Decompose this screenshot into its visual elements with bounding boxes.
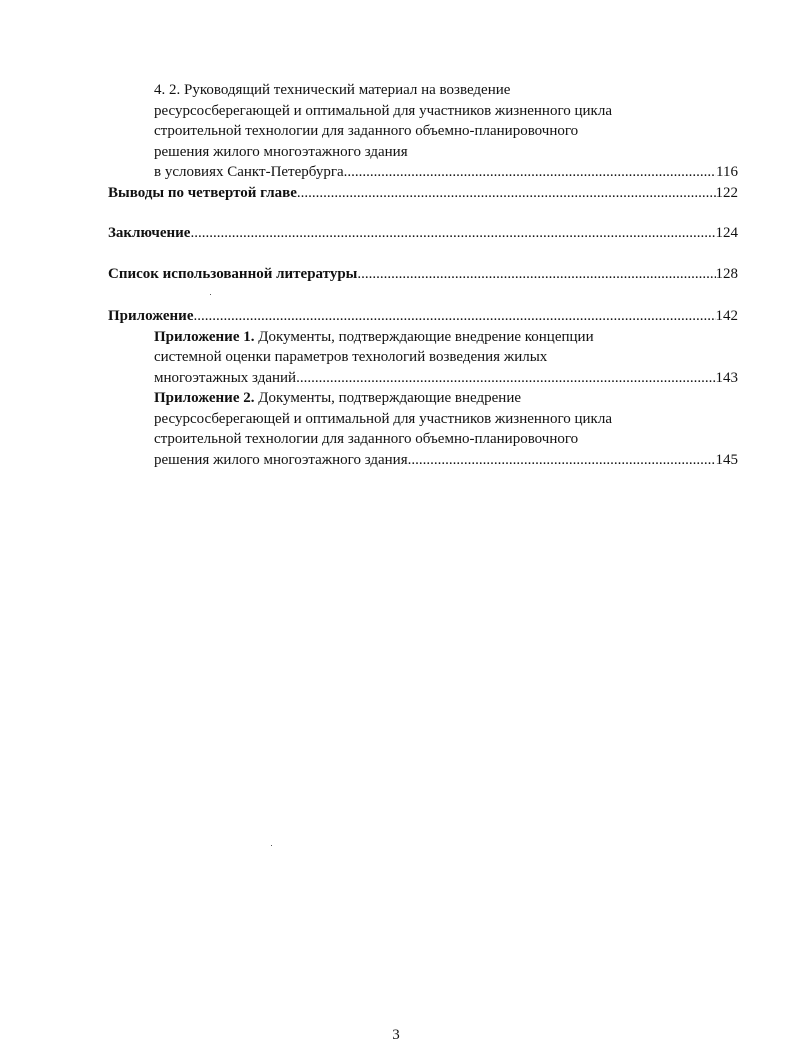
toc-entry-leader-line [154,368,738,389]
dot-leader [408,450,716,471]
toc-entry-references[interactable] [108,264,738,285]
toc-entry-leader-line [108,223,738,244]
toc-entry-conclusions-ch4[interactable] [108,183,738,204]
toc-entry-line: в условиях Санкт-Петербурга [154,164,344,180]
toc-entry-title: Приложение [108,308,194,324]
toc-entry-line: решения жилого многоэтажного здания [154,451,408,468]
page-number: 3 [392,1027,400,1043]
toc-entry-line: решения жилого многоэтажного здания [154,143,408,160]
toc-entry-line: ресурсосберегающей и оптимальной для участников жизненного цикла [154,410,612,427]
spacer [108,203,738,223]
toc-entry-appendix[interactable] [108,306,738,327]
toc-entry-line: ресурсосберегающей и оптимальной для участников жизненного цикла [154,102,612,119]
dot-leader [357,264,715,285]
toc-entry-line [154,327,738,348]
spacer [108,244,738,264]
toc-entry-line: системной оценки параметров технологий возведения жилых [154,349,548,365]
toc-entry-appendix-2[interactable] [108,388,738,470]
toc-entry-leader-line [154,162,738,183]
page-ref: 122 [715,184,738,201]
spacer [108,284,738,306]
page-ref: 145 [715,451,738,468]
toc-entry-appendix-1[interactable] [108,327,738,389]
toc-entry-title: Список использованной литературы [108,265,358,282]
toc-entry-conclusion[interactable] [108,223,738,244]
scan-speck [271,845,272,846]
dot-leader [297,183,716,204]
page-ref: 124 [715,225,738,241]
dot-leader [296,368,715,389]
appendix-label: Приложение 1. [154,328,255,345]
appendix-label: Приложение 2. [154,390,255,406]
dot-leader [344,162,716,183]
toc-entry-leader-line [108,264,738,285]
toc-entry-leader-line [108,183,738,204]
toc-entry-text: Документы, подтверждающие внедрение концепции [254,328,594,345]
toc-entry-line: многоэтажных зданий [154,369,297,386]
toc-entry-text: Документы, подтверждающие внедрение [254,390,522,406]
toc-entry-line [154,388,738,409]
page-ref: 142 [715,308,738,324]
toc-entry-leader-line [108,306,738,327]
dot-leader [190,223,715,244]
toc-entry-title: Выводы по четвертой главе [108,184,297,201]
page-ref: 143 [715,369,738,386]
dot-leader [193,306,715,327]
page-ref: 116 [716,164,738,180]
toc-entry-leader-line [154,450,738,471]
toc-entry-line: строительной технологии для заданного объемно-планировочного [154,431,579,447]
toc-entry-title: Заключение [108,225,191,241]
toc-entry-4-2[interactable] [108,80,738,183]
page-ref: 128 [715,265,738,282]
toc-entry-line: 4. 2. Руководящий технический материал на возведение [154,82,511,98]
toc-entry-line: строительной технологии для заданного объемно-планировочного [154,123,579,139]
scan-speck [210,294,211,295]
table-of-contents [108,80,738,470]
